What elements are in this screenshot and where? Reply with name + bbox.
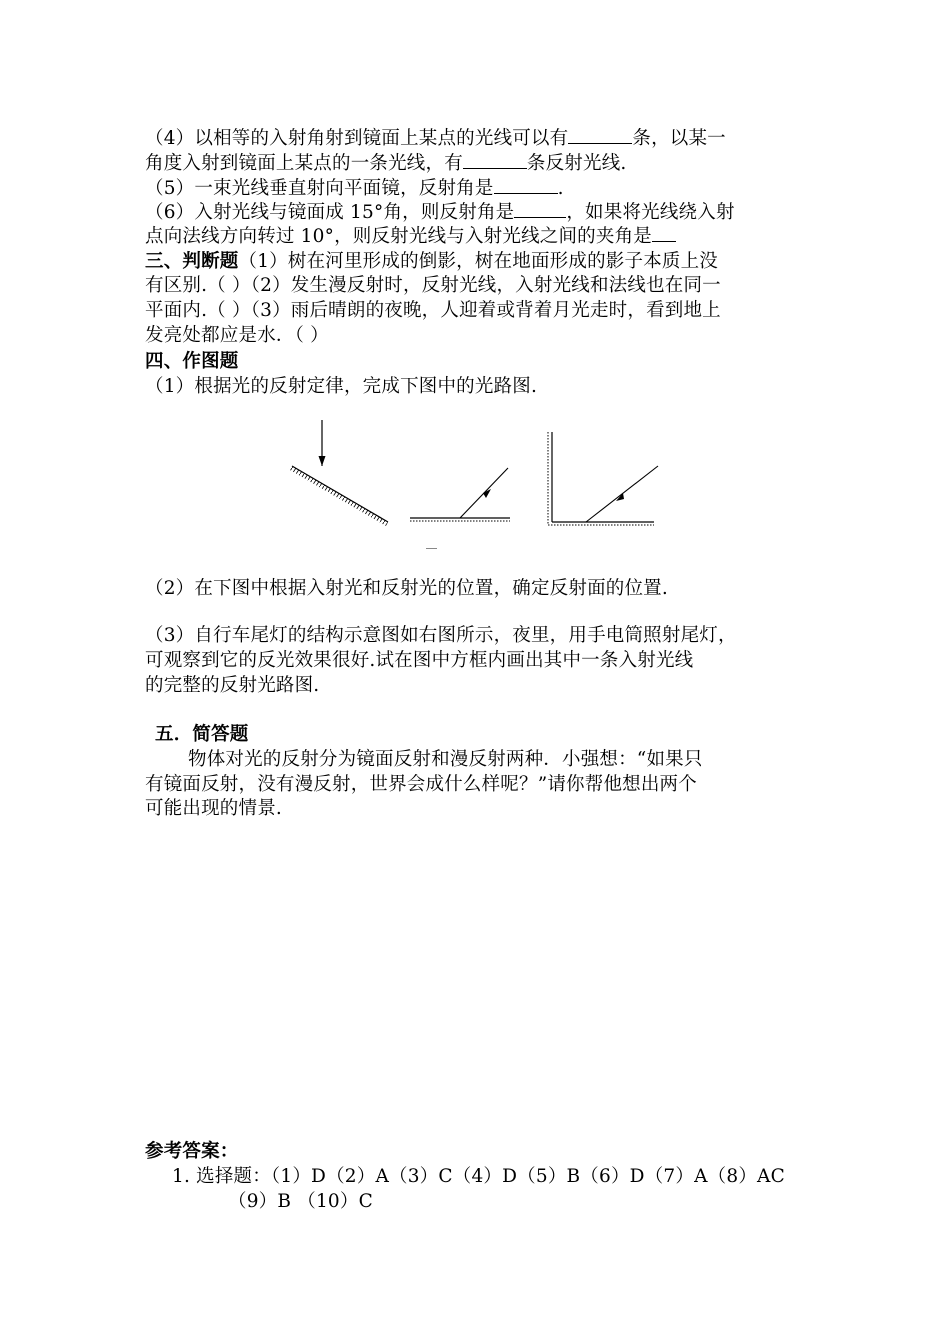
text: . [557,178,564,199]
arrow-down-icon [319,456,326,466]
text: （1）树在河里形成的倒影，树在地面形成的影子本质上没 [238,251,718,272]
fill-q4-line1 [145,127,726,150]
text: （4）以相等的入射角射到镜面上某点的光线可以有 [145,128,569,149]
answer-blank[interactable] [494,177,558,194]
incident-ray [586,466,658,522]
diagram-horizontal-mirror [410,468,510,521]
diagram-corner-mirrors [548,432,658,525]
arrow-icon [616,493,624,501]
text: ，如果将光线绕入射 [566,202,735,223]
fill-q4-line2 [145,152,627,175]
text: （6）入射光线与镜面成 15°角，则反射角是 [145,202,515,223]
divider-mark [426,548,437,549]
text: 点向法线方向转过 10°，则反射光线与入射光线之间的夹角是 [145,226,652,247]
short-line1: 物体对光的反射分为镜面反射和漫反射两种．小强想：“如果只 [188,749,703,770]
text: （5）一束光线垂直射向平面镜，反射角是 [145,178,494,199]
answer-blank[interactable] [514,201,566,218]
mirror-hatching [290,466,388,526]
answer-blank[interactable] [568,127,632,144]
fill-q6-line1 [145,201,735,224]
fill-q6-line2 [145,225,676,248]
draw-q1: （1）根据光的反射定律，完成下图中的光路图. [145,376,538,397]
section-heading: 五．简答题 [155,724,249,745]
answers-heading: 参考答案： [145,1141,239,1162]
draw-q3-line3: 的完整的反射光路图. [145,675,320,696]
judge-line2: 有区别.（ ）（2）发生漫反射时，反射光线，入射光线和法线也在同一 [145,275,721,296]
answers-line1: 1. 选择题：（1）D（2）A（3）C（4）D（5）B（6）D（7）A（8）AC [172,1166,785,1187]
text: 条，以某一 [632,128,726,149]
section-heading: 三、判断题 [145,251,239,272]
short-line3: 可能出现的情景. [145,798,282,819]
fill-q5 [145,177,564,200]
short-line2: 有镜面反射，没有漫反射，世界会成什么样呢？”请你帮他想出两个 [145,774,697,795]
reflection-diagrams [280,420,660,530]
judge-line4: 发亮处都应是水．（ ） [145,325,329,346]
answer-blank[interactable] [652,225,676,242]
draw-q3-line2: 可观察到它的反光效果很好.试在图中方框内画出其中一条入射光线 [145,650,694,671]
answers-line2: （9）B （10）C [228,1191,373,1212]
draw-q3-line1: （3）自行车尾灯的结构示意图如右图所示，夜里，用手电筒照射尾灯， [145,625,737,646]
text: 角度入射到镜面上某点的一条光线，有 [145,153,463,174]
judge-line1 [145,250,718,273]
judge-line3: 平面内.（ ）（3）雨后晴朗的夜晚，人迎着或背着月光走时，看到地上 [145,300,721,321]
section-heading: 四、作图题 [145,351,239,372]
draw-q2: （2）在下图中根据入射光和反射光的位置，确定反射面的位置. [145,578,668,599]
answer-blank[interactable] [463,152,527,169]
text: 条反射光线. [526,153,627,174]
diagram-inclined-mirror [290,420,388,526]
